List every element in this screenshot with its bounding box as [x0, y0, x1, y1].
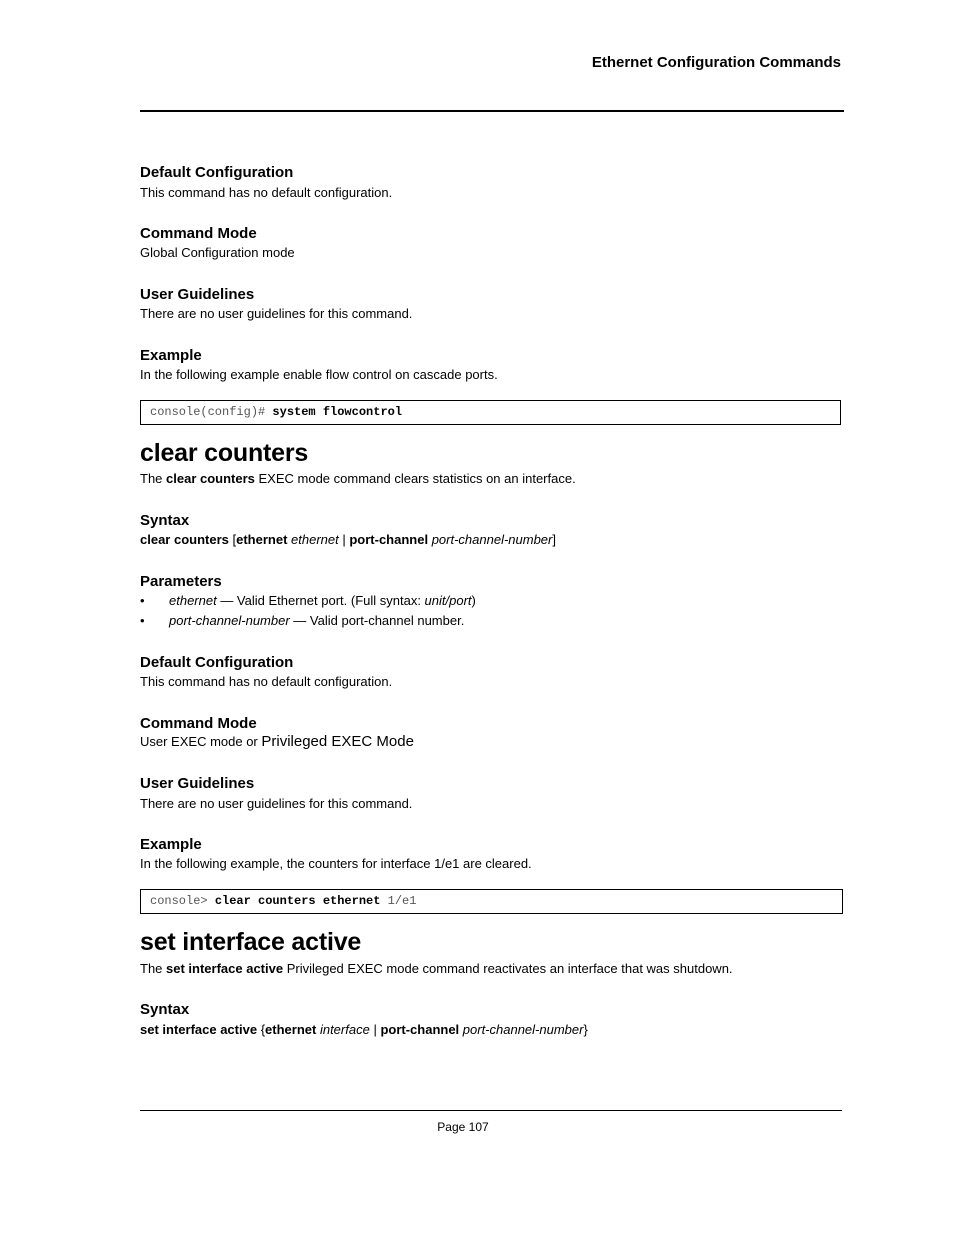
section-title-clear-counters: clear counters — [140, 439, 309, 467]
example-heading: Example — [140, 836, 202, 853]
code-example-flowcontrol — [140, 400, 841, 425]
syntax-keyword-port-channel: port-channel — [349, 532, 429, 547]
syntax-arg-port-channel: port-channel-number — [428, 532, 553, 547]
clear-counters-intro — [140, 471, 576, 487]
footer-rule — [140, 1110, 842, 1111]
code-example-clear-counters — [140, 889, 843, 914]
parameter-extra: unit/port — [424, 593, 472, 608]
command-mode-heading: Command Mode — [140, 715, 257, 732]
syntax-bracket-close: ] — [552, 532, 556, 547]
command-mode-text-a: User EXEC mode or — [140, 734, 262, 749]
syntax-keyword-port-channel: port-channel — [380, 1022, 460, 1037]
user-guidelines-text: There are no user guidelines for this command. — [140, 306, 413, 321]
intro-prefix: The — [140, 961, 167, 976]
example-text: In the following example, the counters for interface 1/e1 are cleared. — [140, 856, 532, 871]
set-interface-active-intro — [140, 961, 733, 977]
command-mode-heading: Command Mode — [140, 225, 257, 242]
default-config-heading: Default Configuration — [140, 164, 294, 181]
running-header: Ethernet Configuration Commands — [591, 54, 841, 71]
default-config-text: This command has no default configuration. — [140, 674, 393, 689]
syntax-heading: Syntax — [140, 1001, 190, 1018]
syntax-keyword-ethernet: ethernet — [265, 1022, 317, 1037]
parameter-desc: — Valid Ethernet port. (Full syntax: — [216, 593, 425, 608]
parameters-heading: Parameters — [140, 573, 222, 590]
parameter-desc: — Valid port-channel number. — [289, 613, 465, 628]
parameter-name: ethernet — [169, 593, 217, 608]
syntax-separator: | — [338, 532, 350, 547]
intro-suffix: EXEC mode command clears statistics on an interface. — [254, 471, 576, 486]
bullet: • — [140, 593, 145, 608]
command-mode-text: Global Configuration mode — [140, 245, 295, 260]
parameter-end: ) — [471, 593, 476, 608]
syntax-line — [140, 532, 556, 548]
intro-suffix: Privileged EXEC mode command reactivates an interface that was shutdown. — [283, 961, 733, 976]
syntax-arg-interface: interface — [316, 1022, 370, 1037]
syntax-bracket-open: [ — [228, 532, 237, 547]
syntax-separator: | — [369, 1022, 381, 1037]
command-mode-text — [140, 734, 414, 750]
example-heading: Example — [140, 347, 202, 364]
syntax-command: clear counters — [140, 532, 229, 547]
intro-prefix: The — [140, 471, 167, 486]
code-prompt: console> — [150, 894, 215, 908]
user-guidelines-heading: User Guidelines — [140, 286, 255, 303]
syntax-keyword-ethernet: ethernet — [236, 532, 288, 547]
code-command: clear counters ethernet — [214, 894, 381, 908]
intro-command: clear counters — [166, 471, 255, 486]
code-command: system flowcontrol — [272, 405, 403, 419]
syntax-brace-open: { — [257, 1022, 266, 1037]
default-config-text: This command has no default configuration. — [140, 185, 393, 200]
parameter-item — [169, 593, 476, 609]
command-mode-text-b: Privileged EXEC Mode — [261, 733, 414, 750]
header-rule — [140, 110, 844, 112]
example-text: In the following example enable flow control on cascade ports. — [140, 367, 498, 382]
syntax-arg-port-channel: port-channel-number — [459, 1022, 584, 1037]
default-config-heading: Default Configuration — [140, 654, 294, 671]
page-number: Page 107 — [437, 1120, 489, 1134]
section-title-set-interface-active: set interface active — [140, 928, 362, 956]
code-arg: 1/e1 — [380, 894, 417, 908]
syntax-brace-close: } — [583, 1022, 588, 1037]
syntax-line — [140, 1022, 588, 1038]
user-guidelines-text: There are no user guidelines for this command. — [140, 796, 413, 811]
parameter-item — [169, 613, 464, 629]
parameter-name: port-channel-number — [169, 613, 290, 628]
bullet: • — [140, 613, 145, 628]
intro-command: set interface active — [166, 961, 284, 976]
syntax-command: set interface active — [140, 1022, 258, 1037]
user-guidelines-heading: User Guidelines — [140, 775, 255, 792]
syntax-heading: Syntax — [140, 512, 190, 529]
syntax-arg-ethernet: ethernet — [287, 532, 339, 547]
code-prompt: console(config)# — [150, 405, 273, 419]
